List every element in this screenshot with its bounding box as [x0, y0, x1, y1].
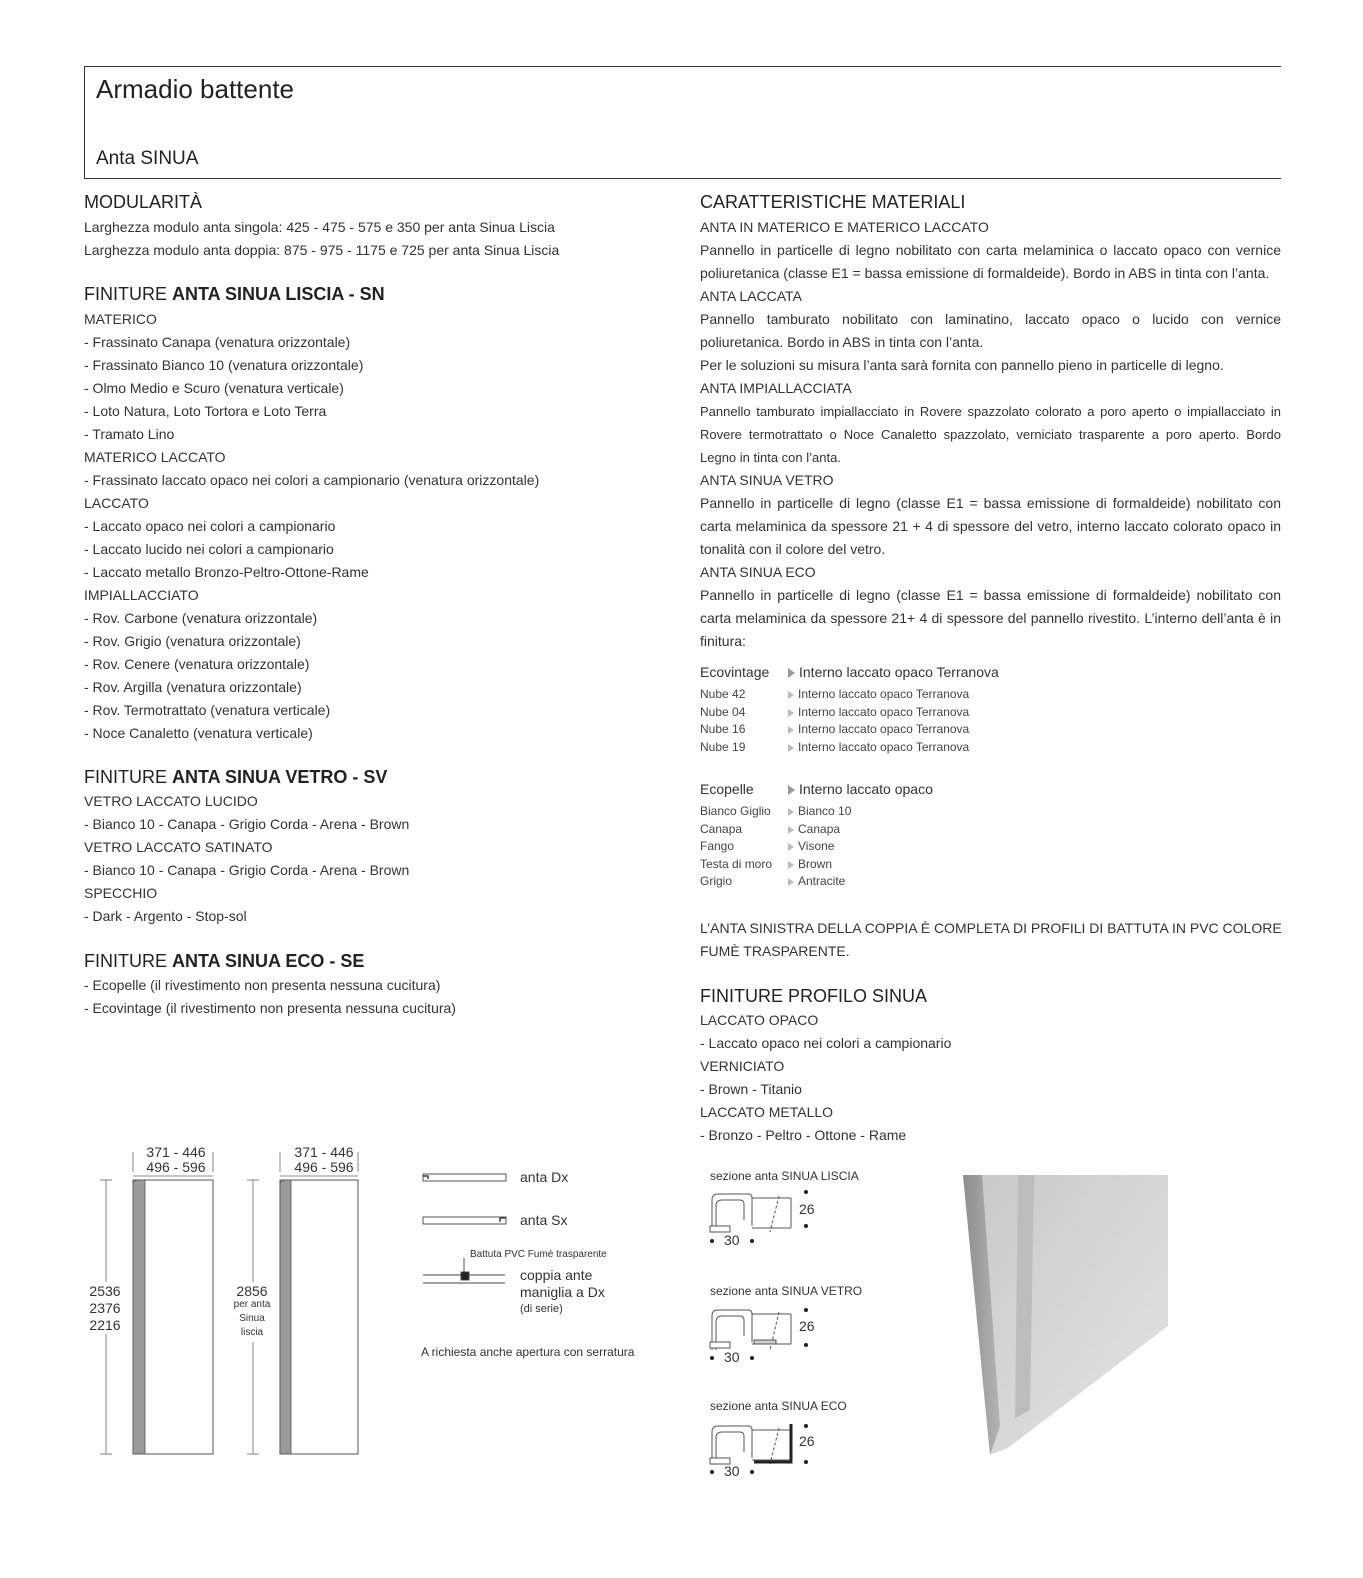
table-cell-left: Testa di moro	[700, 856, 773, 871]
heading-bold: ANTA SINUA VETRO - SV	[172, 767, 388, 787]
list-item: - Bronzo - Peltro - Ottone - Rame	[700, 1127, 907, 1143]
height-note: Sinua	[239, 1313, 265, 1324]
list-item: - Rov. Termotrattato (venatura verticale)	[84, 702, 331, 718]
legend-serratura: A richiesta anche apertura con serratura	[421, 1345, 635, 1359]
table-cell-right: Bianco 10	[798, 804, 852, 818]
table-cell-right: Interno laccato opaco Terranova	[798, 722, 970, 736]
table-cell-right: Visone	[798, 839, 835, 853]
table-cell-right: Interno laccato opaco Terranova	[798, 687, 970, 701]
table-cell-left: Fango	[700, 839, 735, 853]
page-title: Armadio battente	[96, 74, 295, 104]
section-text: Pannello tamburato impiallacciato in Rovere spazzolato colorato a poro aperto o impiallacciato in Rovere termotrattato o Noce Canaletto spazzolato, verniciato trasparente a poro aperto. Bordo Legno in tinta con l’anta.	[700, 404, 1281, 465]
table-cell-left: Nube 42	[700, 687, 746, 701]
list-item: LACCATO	[84, 495, 149, 511]
section-text: Pannello in particelle di legno nobilitato con carta melaminica o laccato opaco con vernice poliuretanica (classe E1 = bassa emissione di formaldeide). Bordo in ABS in tinta con l’anta.	[700, 242, 1281, 281]
table-cell-right: Antracite	[798, 874, 846, 888]
section-note: Per le soluzioni su misura l’anta sarà fornita con pannello pieno in particelle di legno.	[700, 357, 1224, 373]
list-item: - Tramato Lino	[84, 426, 175, 442]
section-title: ANTA SINUA VETRO	[700, 472, 834, 488]
section-title: ANTA IN MATERICO E MATERICO LACCATO	[700, 219, 989, 235]
pvc-note-line: FUMÈ TRASPARENTE.	[700, 943, 850, 959]
section-title: ANTA IMPIALLACCIATA	[700, 380, 852, 396]
height-dimension: 2856	[236, 1283, 268, 1299]
table-cell-right: Interno laccato opaco Terranova	[798, 704, 970, 719]
list-item: - Dark - Argento - Stop-sol	[84, 908, 247, 924]
heading-prefix: FINITURE	[84, 284, 172, 304]
table-cell-right: Interno laccato opaco Terranova	[798, 739, 970, 754]
list-item: - Rov. Carbone (venatura orizzontale)	[84, 610, 318, 626]
list-item: VETRO LACCATO SATINATO	[84, 839, 273, 855]
table-cell-right: Brown	[798, 856, 833, 871]
list-item: - Frassinato Bianco 10 (venatura orizzontale)	[84, 357, 364, 373]
list-item: - Frassinato Canapa (venatura orizzontale)	[84, 334, 351, 350]
modularita-heading: MODULARITÀ	[84, 192, 203, 212]
list-item: - Noce Canaletto (venatura verticale)	[84, 725, 313, 741]
list-item: MATERICO	[84, 311, 157, 327]
list-item: SPECCHIO	[84, 885, 158, 901]
heading-bold: ANTA SINUA ECO - SE	[172, 951, 365, 971]
section-title: ANTA LACCATA	[700, 288, 802, 304]
ecovintage-head-left: Ecovintage	[700, 664, 770, 680]
list-item: - Bianco 10 - Canapa - Grigio Corda - Arena - Brown	[84, 862, 410, 878]
section-depth: 26	[799, 1201, 815, 1217]
list-item: MATERICO LACCATO	[84, 449, 226, 465]
list-item: - Loto Natura, Loto Tortora e Loto Terra	[84, 403, 327, 419]
section-label-eco: sezione anta SINUA ECO	[710, 1399, 847, 1413]
legend-anta-dx: anta Dx	[520, 1169, 569, 1185]
section-width: 30	[724, 1349, 740, 1365]
modularita-line: Larghezza modulo anta singola: 425 - 475 - 575 e 350 per anta Sinua Liscia	[84, 219, 555, 235]
table-cell-left: Nube 16	[700, 722, 746, 736]
table-cell-right: Canapa	[798, 821, 841, 836]
pvc-note-line: L’ANTA SINISTRA DELLA COPPIA È COMPLETA DI PROFILI DI BATTUTA IN PVC COLORE	[700, 920, 1282, 936]
ecopelle-head-left: Ecopelle	[700, 781, 754, 797]
height-dimension: 2216	[89, 1317, 121, 1333]
table-cell-left: Grigio	[700, 874, 733, 888]
list-item: - Rov. Argilla (venatura orizzontale)	[84, 679, 302, 695]
legend-coppia: maniglia a Dx	[520, 1284, 605, 1300]
list-item: - Laccato lucido nei colori a campionario	[84, 541, 334, 557]
list-item: - Laccato opaco nei colori a campionario	[84, 518, 336, 534]
section-depth: 26	[799, 1433, 815, 1449]
table-cell-left: Nube 19	[700, 739, 746, 754]
section-label-liscia: sezione anta SINUA LISCIA	[710, 1169, 859, 1183]
section-title: ANTA SINUA ECO	[700, 564, 816, 580]
list-item: - Laccato opaco nei colori a campionario	[700, 1035, 952, 1051]
height-dimension: 2376	[89, 1300, 121, 1316]
section-text: Pannello in particelle di legno (classe E1 = bassa emissione di formaldeide) nobilitato con carta melaminica da spessore 21 + 4 di spessore del vetro, interno laccato colorato opaco in tonalità con il colore del vetro.	[700, 495, 1281, 557]
legend-coppia-note: (di serie)	[520, 1303, 563, 1315]
list-item: LACCATO OPACO	[700, 1012, 819, 1028]
legend-anta-sx: anta Sx	[520, 1212, 568, 1228]
legend-coppia: coppia ante	[520, 1267, 593, 1283]
section-depth: 26	[799, 1318, 815, 1334]
list-item: - Rov. Cenere (venatura orizzontale)	[84, 656, 310, 672]
width-dimension-top: 371 - 446	[294, 1144, 354, 1160]
list-item: IMPIALLACCIATO	[84, 587, 199, 603]
list-item: - Olmo Medio e Scuro (venatura verticale)	[84, 380, 344, 396]
width-dimension-bottom: 496 - 596	[146, 1159, 206, 1175]
heading-prefix: FINITURE	[84, 767, 172, 787]
modularita-line: Larghezza modulo anta doppia: 875 - 975 - 1175 e 725 per anta Sinua Liscia	[84, 242, 560, 258]
list-item: VERNICIATO	[700, 1058, 785, 1074]
list-item: LACCATO METALLO	[700, 1104, 834, 1120]
width-dimension-bottom: 496 - 596	[294, 1159, 354, 1175]
list-item: VETRO LACCATO LUCIDO	[84, 793, 258, 809]
list-item: - Rov. Grigio (venatura orizzontale)	[84, 633, 301, 649]
table-cell-left: Bianco Giglio	[700, 804, 771, 818]
list-item: - Brown - Titanio	[700, 1081, 802, 1097]
list-item: - Ecovintage (il rivestimento non presenta nessuna cucitura)	[84, 1000, 456, 1016]
list-item: - Laccato metallo Bronzo-Peltro-Ottone-Rame	[84, 564, 369, 580]
section-text: Pannello in particelle di legno (classe E1 = bassa emissione di formaldeide) nobilitato con carta melaminica da spessore 21+ 4 di spessore del pannello rivestito. L’interno dell’anta è in finitura:	[700, 587, 1281, 649]
table-cell-left: Canapa	[700, 821, 743, 836]
height-note: liscia	[240, 1327, 264, 1338]
list-item: - Frassinato laccato opaco nei colori a campionario (venatura orizzontale)	[84, 472, 540, 488]
list-item: - Ecopelle (il rivestimento non presenta nessuna cucitura)	[84, 977, 441, 993]
finiture-profilo-heading: FINITURE PROFILO SINUA	[700, 986, 928, 1006]
list-item: - Bianco 10 - Canapa - Grigio Corda - Arena - Brown	[84, 816, 410, 832]
caratteristiche-heading: CARATTERISTICHE MATERIALI	[700, 192, 966, 212]
page-subtitle: Anta SINUA	[96, 148, 199, 169]
legend-battuta: Battuta PVC Fumè trasparente	[470, 1249, 607, 1260]
width-dimension-top: 371 - 446	[146, 1144, 206, 1160]
section-label-vetro: sezione anta SINUA VETRO	[710, 1284, 863, 1298]
section-width: 30	[724, 1463, 740, 1479]
section-width: 30	[724, 1232, 740, 1248]
section-text: Pannello tamburato nobilitato con laminatino, laccato opaco o lucido con vernice poliuretanica. Bordo in ABS in tinta con l’anta.	[700, 311, 1281, 350]
height-note: per anta	[233, 1299, 271, 1310]
table-cell-left: Nube 04	[700, 704, 746, 719]
ecopelle-head-right-text: Interno laccato opaco	[799, 781, 933, 797]
heading-prefix: FINITURE	[84, 951, 172, 971]
height-dimension: 2536	[89, 1283, 121, 1299]
heading-bold: ANTA SINUA LISCIA - SN	[172, 284, 385, 304]
ecovintage-head-right-text: Interno laccato opaco Terranova	[799, 664, 999, 680]
